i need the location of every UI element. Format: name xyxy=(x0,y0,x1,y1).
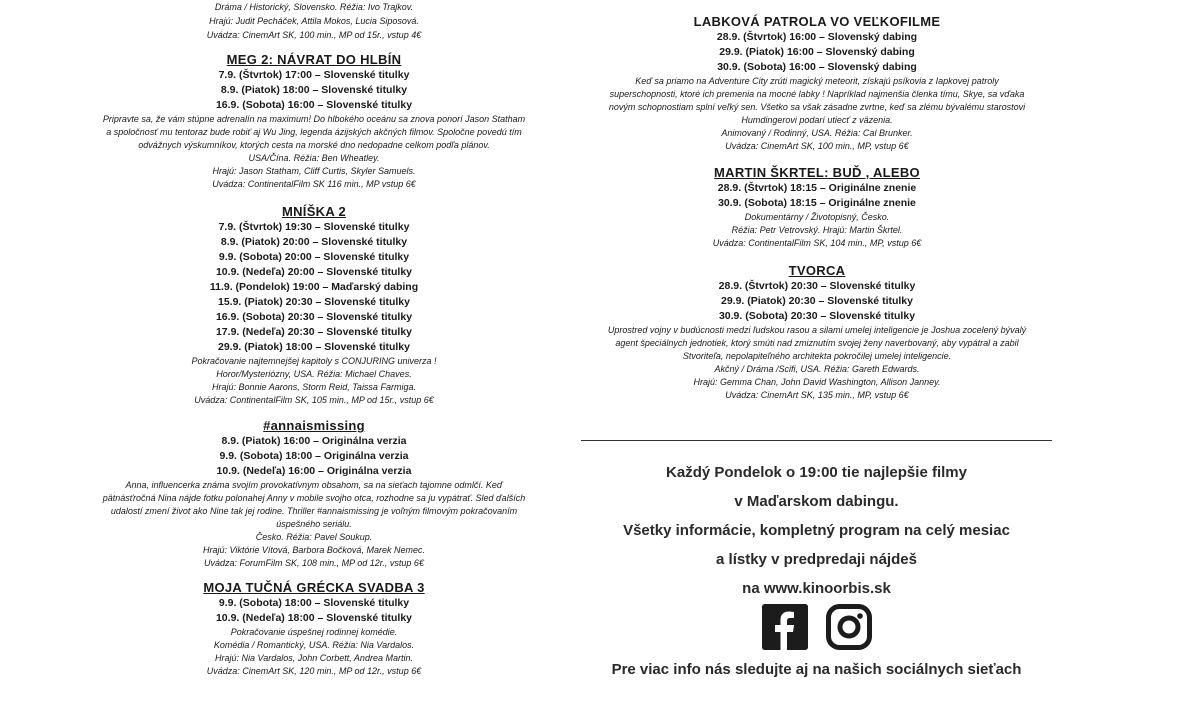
showtime: 9.9. (Sobota) 18:00 – Slovenské titulky xyxy=(218,597,410,609)
showtime: 30.9. (Sobota) 18:15 – Originálne znenie xyxy=(718,197,916,209)
movie-block-tvorca xyxy=(584,262,1050,402)
movie-description: pätnásťročná Nina nájde fotku polonahej Anny v mobile svojho otca, rozhodne sa ju vypátrať. Sled ďalších xyxy=(102,493,526,503)
movie-description: Hrajú: Gemma Chan, John David Washington, Allison Janney. xyxy=(693,377,941,387)
left-top-credits xyxy=(0,0,628,42)
credit-line: Dráma / Historický, Slovensko. Réžia: Ivo Trajkov. xyxy=(214,2,414,12)
movie-description: Uvádza: CinemArt SK, 100 min., MP, vstup 6€ xyxy=(725,141,909,151)
movie-description: Uvádza: ContinentalFilm SK, 104 min., MP, vstup 6€ xyxy=(712,238,922,248)
movie-description: a spoločnosť mu tentoraz bude robiť aj Wu Jing, legenda ázijských akčných filmov. Spoločne povedú tím xyxy=(106,127,522,137)
movie-description: Hrajú: Viktórie Vítová, Barbora Bočková, Marek Nemec. xyxy=(203,545,425,555)
showtime: 30.9. (Sobota) 20:30 – Slovenské titulky xyxy=(718,310,916,322)
movie-description: agent špeciálnych jednotiek, ktorý smúti nad zmiznutím svojej ženy naverbovaný, aby vypátral a zabil xyxy=(615,338,1019,348)
movie-block-mniska2 xyxy=(0,203,628,407)
movie-block-meg2 xyxy=(0,51,628,191)
movie-block-annaismissing xyxy=(0,417,628,570)
movie-description: Pripravte sa, že vám stúpne adrenalín na maximum! Do hlbokého oceánu sa znova ponorí Jason Statham xyxy=(102,114,526,124)
movie-description: Uprostred vojny v budúcnosti medzi ľudskou rasou a silami umelej inteligencie je Joshua zocelený bývalý xyxy=(607,325,1027,335)
credit-line: Hrajú: Judit Pecháček, Attila Mokos, Lucia Siposová. xyxy=(209,16,419,26)
movie-block-grecka-svadba-3 xyxy=(0,579,628,678)
showtime: 9.9. (Sobota) 18:00 – Originálna verzia xyxy=(219,450,409,462)
section-divider xyxy=(581,440,1052,441)
movie-description: Humdingerovi podarí utiecť z väzenia. xyxy=(741,115,893,125)
movie-description: Animovaný / Rodinný, USA. Réžia: Cal Brunker. xyxy=(721,128,913,138)
movie-description: Dokumentárny / Životopisný, Česko. xyxy=(744,212,890,222)
showtime: 10.9. (Nedeľa) 16:00 – Originálna verzia xyxy=(216,465,412,477)
movie-description: Hrajú: Bonnie Aarons, Storm Reid, Taissa Farmiga. xyxy=(212,382,416,392)
showtime: 8.9. (Piatok) 16:00 – Originálna verzia xyxy=(221,435,407,447)
showtime: 16.9. (Sobota) 20:30 – Slovenské titulky xyxy=(215,311,413,323)
showtime: 17.9. (Nedeľa) 20:30 – Slovenské titulky xyxy=(215,326,413,338)
right-column xyxy=(584,13,1050,402)
movie-title: MOJA TUČNÁ GRÉCKA SVADBA 3 xyxy=(203,580,425,595)
info-line: Všetky informácie, kompletný program na celý mesiac xyxy=(623,522,1010,539)
showtime: 10.9. (Nedeľa) 18:00 – Slovenské titulky xyxy=(215,612,413,624)
movie-description: Keď sa priamo na Adventure City zrúti magický meteorit, získajú psíkovia z Iapkovej patroly xyxy=(635,76,999,86)
movie-title: MNÍŠKA 2 xyxy=(281,204,347,219)
showtime: 10.9. (Nedeľa) 20:00 – Slovenské titulky xyxy=(215,266,413,278)
movie-description: superschopnosti, ktoré ich premenia na mocné labky ! Napríklad najmenšia členka tímu, Skye, sa vďaka xyxy=(609,89,1025,99)
showtime: 29.9. (Piatok) 18:00 – Slovenské titulky xyxy=(217,341,410,353)
showtime: 11.9. (Pondelok) 19:00 – Maďarský dabing xyxy=(209,281,419,293)
movie-description: Pokračovanie najtemnejšej kapitoly s CONJURING univerza ! xyxy=(191,356,437,366)
movie-description: novým schopnostiam splní veľký sen. Všetko sa však zásadne zvrtne, keď sa zlému bývalému starostovi xyxy=(608,102,1026,112)
movie-description: Česko. Réžia: Pavel Soukup. xyxy=(255,532,373,542)
movie-description: Uvádza: ContinentalFilm SK, 105 min., MP od 15r., vstup 6€ xyxy=(194,395,434,405)
movie-description: Uvádza: CinemArt SK, 135 min., MP, vstup 6€ xyxy=(725,390,909,400)
showtime: 30.9. (Sobota) 16:00 – Slovenský dabing xyxy=(717,61,917,73)
info-line: Každý Pondelok o 19:00 tie najlepšie filmy xyxy=(666,464,967,481)
movie-title: MARTIN ŠKRTEL: BUĎ , ALEBO xyxy=(714,165,920,180)
movie-description: USA/Čína. Réžia: Ben Wheatley. xyxy=(248,153,380,163)
facebook-icon[interactable] xyxy=(762,604,808,650)
movie-description: Horor/Mysteriózny, USA. Réžia: Michael Chaves. xyxy=(216,369,412,379)
movie-block-martin-skrtel xyxy=(584,164,1050,250)
social-icons xyxy=(581,604,1052,650)
showtime: 15.9. (Piatok) 20:30 – Slovenské titulky xyxy=(217,296,410,308)
showtime: 8.9. (Piatok) 18:00 – Slovenské titulky xyxy=(220,84,408,96)
showtime: 29.9. (Piatok) 16:00 – Slovenský dabing xyxy=(719,46,915,58)
showtime: 7.9. (Štvrtok) 19:30 – Slovenské titulky xyxy=(218,221,410,233)
movie-description: Pokračovanie úspešnej rodinnej komédie. xyxy=(230,627,398,637)
instagram-icon[interactable] xyxy=(826,604,872,650)
movie-title: TVORCA xyxy=(788,263,846,278)
movie-description: Hrajú: Nia Vardalos, John Corbett, Andrea Martin. xyxy=(215,653,413,663)
info-line: a lístky v predpredaji nájdeš xyxy=(716,551,917,568)
movie-description: Hrajú: Jason Statham, Cliff Curtis, Skyler Samuels. xyxy=(212,166,416,176)
movie-description: Uvádza: CinemArt SK, 120 min., MP od 12r., vstup 6€ xyxy=(206,666,422,676)
showtime: 28.9. (Štvrtok) 18:15 – Originálne znenie xyxy=(717,182,917,194)
showtime: 16.9. (Sobota) 16:00 – Slovenské titulky xyxy=(215,99,413,111)
movie-block-labkova-patrola xyxy=(584,13,1050,153)
credit-line: Uvádza: CinemArt SK, 100 min., MP od 15r., vstup 4€ xyxy=(206,30,422,40)
showtime: 28.9. (Štvrtok) 20:30 – Slovenské titulky xyxy=(718,280,916,292)
movie-description: Uvádza: ContinentalFilm SK 116 min., MP vstup 6€ xyxy=(212,179,416,189)
showtime: 8.9. (Piatok) 20:00 – Slovenské titulky xyxy=(220,236,408,248)
movie-title: MEG 2: NÁVRAT DO HLBÍN xyxy=(226,52,402,67)
website-link[interactable]: na www.kinoorbis.sk xyxy=(742,580,891,597)
showtime: 7.9. (Štvrtok) 17:00 – Slovenské titulky xyxy=(218,69,410,81)
movie-title: #annaismissing xyxy=(263,418,365,433)
movie-description: Uvádza: ForumFilm SK, 108 min., MP od 12r., vstup 6€ xyxy=(204,558,424,568)
movie-description: Stvoriteľa, nepolapiteľného architekta pokročilej umelej inteligencie. xyxy=(682,351,952,361)
movie-title: LABKOVÁ PATROLA VO VEĽKOFILME xyxy=(693,14,941,29)
showtime: 9.9. (Sobota) 20:00 – Slovenské titulky xyxy=(218,251,410,263)
follow-us-text: Pre viac info nás sledujte aj na našich sociálnych sieťach xyxy=(611,661,1022,678)
showtime: 28.9. (Štvrtok) 16:00 – Slovenský dabing xyxy=(716,31,918,43)
movie-description: Anna, influencerka známa svojím provokatívnym obsahom, sa na sieťach tajomne odmlčí. Keď xyxy=(125,480,503,490)
movie-description: udalostí zmení život ako Nine tak jej rodine. Thriller #annaismissing je voľným filmovým pokračovaním xyxy=(110,506,518,516)
showtime: 29.9. (Piatok) 20:30 – Slovenské titulky xyxy=(720,295,913,307)
info-block xyxy=(581,458,1052,603)
movie-description: Komédia / Romantický, USA. Réžia: Nia Vardalos. xyxy=(213,640,415,650)
movie-description: Réžia: Petr Vetrovský. Hrajú: Martin Škrtel. xyxy=(731,225,903,235)
movie-description: Akčný / Dráma /Scifi, USA. Réžia: Gareth Edwards. xyxy=(714,364,920,374)
movie-description: úspešného seriálu. xyxy=(276,519,352,529)
info-line: v Maďarskom dabingu. xyxy=(734,493,899,510)
movie-description: odvážnych výskumníkov, ktorých cesta na morské dno nedopadne celkom podľa plánov. xyxy=(138,140,490,150)
